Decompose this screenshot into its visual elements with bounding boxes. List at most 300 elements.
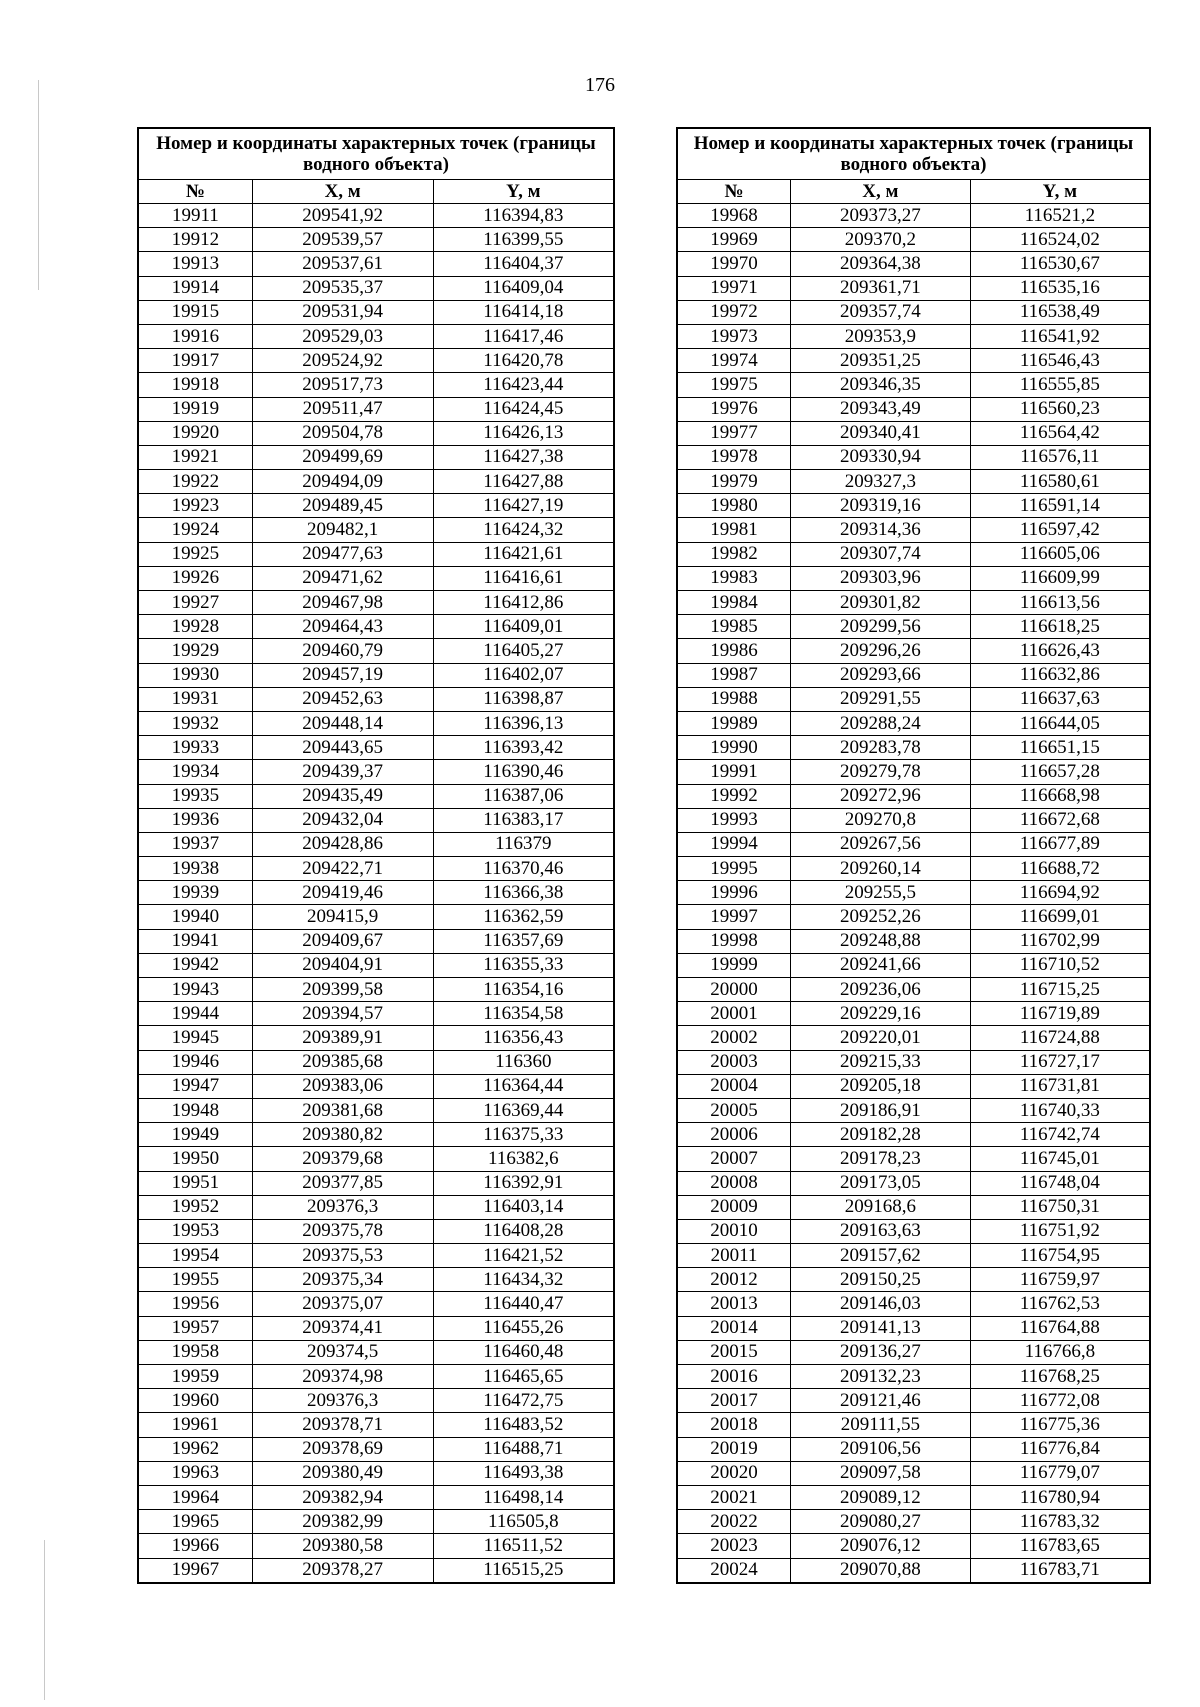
y-coordinate-cell: 116560,23 (970, 397, 1150, 421)
point-number-cell: 19963 (138, 1461, 252, 1485)
table-row (138, 953, 614, 977)
y-coordinate-cell: 116764,88 (970, 1316, 1150, 1340)
y-coordinate-cell: 116768,25 (970, 1365, 1150, 1389)
x-coordinate-cell: 209205,18 (791, 1074, 971, 1098)
point-number-cell: 19935 (138, 784, 252, 808)
table-row (677, 1413, 1150, 1437)
table-row (138, 736, 614, 760)
point-number-cell: 19911 (138, 204, 252, 228)
x-coordinate-cell: 209419,46 (252, 881, 433, 905)
point-number-cell: 19958 (138, 1340, 252, 1364)
x-coordinate-cell: 209303,96 (791, 566, 971, 590)
x-coordinate-cell: 209378,71 (252, 1413, 433, 1437)
x-coordinate-cell: 209070,88 (791, 1558, 971, 1583)
x-coordinate-cell: 209248,88 (791, 929, 971, 953)
table-row (677, 1123, 1150, 1147)
table-row (138, 252, 614, 276)
point-number-cell: 20004 (677, 1074, 791, 1098)
point-number-cell: 20000 (677, 978, 791, 1002)
y-coordinate-cell: 116417,46 (433, 324, 614, 348)
y-coordinate-cell: 116715,25 (970, 978, 1150, 1002)
table-row (677, 711, 1150, 735)
y-coordinate-cell: 116387,06 (433, 784, 614, 808)
y-coordinate-cell: 116465,65 (433, 1365, 614, 1389)
y-coordinate-cell: 116390,46 (433, 760, 614, 784)
y-coordinate-cell: 116412,86 (433, 591, 614, 615)
x-coordinate-cell: 209299,56 (791, 615, 971, 639)
y-coordinate-cell: 116414,18 (433, 300, 614, 324)
table-row (677, 349, 1150, 373)
y-coordinate-cell: 116672,68 (970, 808, 1150, 832)
x-coordinate-cell: 209215,33 (791, 1050, 971, 1074)
y-coordinate-cell: 116609,99 (970, 566, 1150, 590)
y-coordinate-cell: 116392,91 (433, 1171, 614, 1195)
point-number-cell: 19972 (677, 300, 791, 324)
table-row (677, 1050, 1150, 1074)
y-coordinate-cell: 116766,8 (970, 1340, 1150, 1364)
table-row (138, 445, 614, 469)
y-coordinate-cell: 116779,07 (970, 1461, 1150, 1485)
x-coordinate-cell: 209399,58 (252, 978, 433, 1002)
table-row (138, 566, 614, 590)
y-coordinate-cell: 116369,44 (433, 1098, 614, 1122)
x-coordinate-cell: 209489,45 (252, 494, 433, 518)
point-number-cell: 19943 (138, 978, 252, 1002)
x-coordinate-cell: 209378,69 (252, 1437, 433, 1461)
x-coordinate-cell: 209452,63 (252, 687, 433, 711)
x-coordinate-cell: 209346,35 (791, 373, 971, 397)
y-coordinate-cell: 116613,56 (970, 591, 1150, 615)
y-coordinate-cell: 116421,52 (433, 1244, 614, 1268)
y-coordinate-cell: 116498,14 (433, 1485, 614, 1509)
x-coordinate-cell: 209499,69 (252, 445, 433, 469)
x-coordinate-cell: 209272,96 (791, 784, 971, 808)
point-number-cell: 19949 (138, 1123, 252, 1147)
table-row (677, 204, 1150, 228)
point-number-cell: 19990 (677, 736, 791, 760)
coordinates-table-left (137, 127, 615, 1584)
y-coordinate-cell: 116710,52 (970, 953, 1150, 977)
point-number-cell: 19988 (677, 687, 791, 711)
table-row (138, 1365, 614, 1389)
y-coordinate-cell: 116719,89 (970, 1002, 1150, 1026)
y-coordinate-cell: 116383,17 (433, 808, 614, 832)
x-coordinate-cell: 209361,71 (791, 276, 971, 300)
point-number-cell: 19960 (138, 1389, 252, 1413)
point-number-cell: 19984 (677, 591, 791, 615)
y-coordinate-cell: 116748,04 (970, 1171, 1150, 1195)
x-coordinate-cell: 209539,57 (252, 228, 433, 252)
y-coordinate-cell: 116783,32 (970, 1510, 1150, 1534)
column-header-y: Y, м (433, 180, 614, 204)
x-coordinate-cell: 209146,03 (791, 1292, 971, 1316)
point-number-cell: 20021 (677, 1485, 791, 1509)
point-number-cell: 19936 (138, 808, 252, 832)
point-number-cell: 19946 (138, 1050, 252, 1074)
point-number-cell: 19952 (138, 1195, 252, 1219)
table-row (138, 639, 614, 663)
point-number-cell: 19978 (677, 445, 791, 469)
table-row (677, 736, 1150, 760)
x-coordinate-cell: 209283,78 (791, 736, 971, 760)
table-row (138, 784, 614, 808)
point-number-cell: 19912 (138, 228, 252, 252)
x-coordinate-cell: 209511,47 (252, 397, 433, 421)
y-coordinate-cell: 116750,31 (970, 1195, 1150, 1219)
x-coordinate-cell: 209464,43 (252, 615, 433, 639)
table-row (677, 1002, 1150, 1026)
y-coordinate-cell: 116521,2 (970, 204, 1150, 228)
x-coordinate-cell: 209141,13 (791, 1316, 971, 1340)
point-number-cell: 19941 (138, 929, 252, 953)
point-number-cell: 19966 (138, 1534, 252, 1558)
table-row (677, 615, 1150, 639)
x-coordinate-cell: 209301,82 (791, 591, 971, 615)
point-number-cell: 19980 (677, 494, 791, 518)
table-row (138, 1147, 614, 1171)
point-number-cell: 19954 (138, 1244, 252, 1268)
y-coordinate-cell: 116396,13 (433, 711, 614, 735)
y-coordinate-cell: 116364,44 (433, 1074, 614, 1098)
table-row (677, 1365, 1150, 1389)
x-coordinate-cell: 209381,68 (252, 1098, 433, 1122)
point-number-cell: 19948 (138, 1098, 252, 1122)
table-row (677, 905, 1150, 929)
point-number-cell: 20022 (677, 1510, 791, 1534)
table-row (677, 228, 1150, 252)
table-row (677, 1485, 1150, 1509)
x-coordinate-cell: 209291,55 (791, 687, 971, 711)
y-coordinate-cell: 116530,67 (970, 252, 1150, 276)
x-coordinate-cell: 209157,62 (791, 1244, 971, 1268)
table-row (138, 615, 614, 639)
y-coordinate-cell: 116605,06 (970, 542, 1150, 566)
table-row (677, 566, 1150, 590)
table-row (677, 857, 1150, 881)
y-coordinate-cell: 116724,88 (970, 1026, 1150, 1050)
point-number-cell: 19928 (138, 615, 252, 639)
table-row (138, 808, 614, 832)
x-coordinate-cell: 209529,03 (252, 324, 433, 348)
table-row (138, 687, 614, 711)
point-number-cell: 19920 (138, 421, 252, 445)
y-coordinate-cell: 116524,02 (970, 228, 1150, 252)
point-number-cell: 19938 (138, 857, 252, 881)
point-number-cell: 19944 (138, 1002, 252, 1026)
point-number-cell: 20001 (677, 1002, 791, 1026)
table-row (677, 881, 1150, 905)
y-coordinate-cell: 116355,33 (433, 953, 614, 977)
table-row (677, 518, 1150, 542)
x-coordinate-cell: 209080,27 (791, 1510, 971, 1534)
x-coordinate-cell: 209089,12 (791, 1485, 971, 1509)
x-coordinate-cell: 209186,91 (791, 1098, 971, 1122)
table-row (677, 445, 1150, 469)
x-coordinate-cell: 209477,63 (252, 542, 433, 566)
y-coordinate-cell: 116657,28 (970, 760, 1150, 784)
y-coordinate-cell: 116421,61 (433, 542, 614, 566)
table-row (138, 542, 614, 566)
table-row (677, 470, 1150, 494)
table-row (138, 929, 614, 953)
y-coordinate-cell: 116694,92 (970, 881, 1150, 905)
y-coordinate-cell: 116488,71 (433, 1437, 614, 1461)
table-row (138, 1123, 614, 1147)
point-number-cell: 19930 (138, 663, 252, 687)
point-number-cell: 19934 (138, 760, 252, 784)
point-number-cell: 20019 (677, 1437, 791, 1461)
point-number-cell: 19931 (138, 687, 252, 711)
x-coordinate-cell: 209467,98 (252, 591, 433, 615)
scan-artifact-line (44, 1540, 45, 1700)
y-coordinate-cell: 116576,11 (970, 445, 1150, 469)
x-coordinate-cell: 209422,71 (252, 857, 433, 881)
table-row (138, 397, 614, 421)
x-coordinate-cell: 209373,27 (791, 204, 971, 228)
point-number-cell: 19962 (138, 1437, 252, 1461)
y-coordinate-cell: 116408,28 (433, 1219, 614, 1243)
scan-artifact-line (38, 80, 39, 290)
point-number-cell: 20009 (677, 1195, 791, 1219)
y-coordinate-cell: 116455,26 (433, 1316, 614, 1340)
point-number-cell: 19957 (138, 1316, 252, 1340)
table-row (677, 1292, 1150, 1316)
x-coordinate-cell: 209382,99 (252, 1510, 433, 1534)
table-row (677, 808, 1150, 832)
point-number-cell: 19996 (677, 881, 791, 905)
x-coordinate-cell: 209173,05 (791, 1171, 971, 1195)
x-coordinate-cell: 209279,78 (791, 760, 971, 784)
y-coordinate-cell: 116362,59 (433, 905, 614, 929)
point-number-cell: 19951 (138, 1171, 252, 1195)
table-row (138, 1244, 614, 1268)
y-coordinate-cell: 116360 (433, 1050, 614, 1074)
table-row (138, 711, 614, 735)
y-coordinate-cell: 116626,43 (970, 639, 1150, 663)
point-number-cell: 20008 (677, 1171, 791, 1195)
table-row (138, 1050, 614, 1074)
table-row (677, 1558, 1150, 1583)
y-coordinate-cell: 116424,32 (433, 518, 614, 542)
y-coordinate-cell: 116538,49 (970, 300, 1150, 324)
x-coordinate-cell: 209136,27 (791, 1340, 971, 1364)
x-coordinate-cell: 209293,66 (791, 663, 971, 687)
point-number-cell: 19973 (677, 324, 791, 348)
y-coordinate-cell: 116580,61 (970, 470, 1150, 494)
x-coordinate-cell: 209378,27 (252, 1558, 433, 1583)
x-coordinate-cell: 209307,74 (791, 542, 971, 566)
table-row (138, 1558, 614, 1583)
point-number-cell: 19917 (138, 349, 252, 373)
x-coordinate-cell: 209504,78 (252, 421, 433, 445)
point-number-cell: 19985 (677, 615, 791, 639)
table-row (677, 929, 1150, 953)
table-row (138, 1461, 614, 1485)
point-number-cell: 19959 (138, 1365, 252, 1389)
x-coordinate-cell: 209229,16 (791, 1002, 971, 1026)
x-coordinate-cell: 209380,82 (252, 1123, 433, 1147)
x-coordinate-cell: 209374,41 (252, 1316, 433, 1340)
y-coordinate-cell: 116591,14 (970, 494, 1150, 518)
y-coordinate-cell: 116727,17 (970, 1050, 1150, 1074)
x-coordinate-cell: 209353,9 (791, 324, 971, 348)
table-row (138, 1510, 614, 1534)
y-coordinate-cell: 116677,89 (970, 832, 1150, 856)
x-coordinate-cell: 209377,85 (252, 1171, 433, 1195)
point-number-cell: 19937 (138, 832, 252, 856)
x-coordinate-cell: 209394,57 (252, 1002, 433, 1026)
point-number-cell: 19987 (677, 663, 791, 687)
x-coordinate-cell: 209409,67 (252, 929, 433, 953)
y-coordinate-cell: 116731,81 (970, 1074, 1150, 1098)
x-coordinate-cell: 209382,94 (252, 1485, 433, 1509)
table-row (138, 349, 614, 373)
table-row (138, 760, 614, 784)
point-number-cell: 19955 (138, 1268, 252, 1292)
x-coordinate-cell: 209076,12 (791, 1534, 971, 1558)
column-header-x: X, м (252, 180, 433, 204)
point-number-cell: 19998 (677, 929, 791, 953)
table-row (138, 1219, 614, 1243)
y-coordinate-cell: 116775,36 (970, 1413, 1150, 1437)
y-coordinate-cell: 116754,95 (970, 1244, 1150, 1268)
table-row (677, 591, 1150, 615)
point-number-cell: 20002 (677, 1026, 791, 1050)
table-row (677, 1389, 1150, 1413)
x-coordinate-cell: 209535,37 (252, 276, 433, 300)
table-row (138, 1098, 614, 1122)
point-number-cell: 19950 (138, 1147, 252, 1171)
table-row (138, 373, 614, 397)
point-number-cell: 20024 (677, 1558, 791, 1583)
point-number-cell: 19953 (138, 1219, 252, 1243)
table-row (677, 1268, 1150, 1292)
point-number-cell: 19997 (677, 905, 791, 929)
y-coordinate-cell: 116780,94 (970, 1485, 1150, 1509)
table-row (138, 1074, 614, 1098)
point-number-cell: 19969 (677, 228, 791, 252)
y-coordinate-cell: 116597,42 (970, 518, 1150, 542)
point-number-cell: 19924 (138, 518, 252, 542)
point-number-cell: 19922 (138, 470, 252, 494)
y-coordinate-cell: 116783,71 (970, 1558, 1150, 1583)
point-number-cell: 19940 (138, 905, 252, 929)
y-coordinate-cell: 116651,15 (970, 736, 1150, 760)
y-coordinate-cell: 116375,33 (433, 1123, 614, 1147)
table-row (677, 252, 1150, 276)
point-number-cell: 19918 (138, 373, 252, 397)
x-coordinate-cell: 209379,68 (252, 1147, 433, 1171)
point-number-cell: 20010 (677, 1219, 791, 1243)
point-number-cell: 20015 (677, 1340, 791, 1364)
point-number-cell: 19983 (677, 566, 791, 590)
x-coordinate-cell: 209517,73 (252, 373, 433, 397)
y-coordinate-cell: 116427,88 (433, 470, 614, 494)
table-row (138, 1171, 614, 1195)
x-coordinate-cell: 209380,58 (252, 1534, 433, 1558)
y-coordinate-cell: 116460,48 (433, 1340, 614, 1364)
table-row (138, 276, 614, 300)
x-coordinate-cell: 209375,07 (252, 1292, 433, 1316)
x-coordinate-cell: 209150,25 (791, 1268, 971, 1292)
y-coordinate-cell: 116404,37 (433, 252, 614, 276)
y-coordinate-cell: 116742,74 (970, 1123, 1150, 1147)
x-coordinate-cell: 209106,56 (791, 1437, 971, 1461)
x-coordinate-cell: 209296,26 (791, 639, 971, 663)
point-number-cell: 19977 (677, 421, 791, 445)
point-number-cell: 20005 (677, 1098, 791, 1122)
x-coordinate-cell: 209255,5 (791, 881, 971, 905)
table-row (677, 1195, 1150, 1219)
y-coordinate-cell: 116745,01 (970, 1147, 1150, 1171)
table-row (677, 978, 1150, 1002)
y-coordinate-cell: 116423,44 (433, 373, 614, 397)
y-coordinate-cell: 116427,19 (433, 494, 614, 518)
y-coordinate-cell: 116759,97 (970, 1268, 1150, 1292)
table-row (677, 1340, 1150, 1364)
table-row (138, 1268, 614, 1292)
column-header-number: № (138, 180, 252, 204)
y-coordinate-cell: 116403,14 (433, 1195, 614, 1219)
table-row (138, 470, 614, 494)
point-number-cell: 20020 (677, 1461, 791, 1485)
y-coordinate-cell: 116493,38 (433, 1461, 614, 1485)
y-coordinate-cell: 116699,01 (970, 905, 1150, 929)
x-coordinate-cell: 209163,63 (791, 1219, 971, 1243)
table-row (677, 953, 1150, 977)
point-number-cell: 19913 (138, 252, 252, 276)
table-row (138, 1413, 614, 1437)
x-coordinate-cell: 209375,78 (252, 1219, 433, 1243)
point-number-cell: 19989 (677, 711, 791, 735)
point-number-cell: 20011 (677, 1244, 791, 1268)
x-coordinate-cell: 209370,2 (791, 228, 971, 252)
y-coordinate-cell: 116416,61 (433, 566, 614, 590)
x-coordinate-cell: 209327,3 (791, 470, 971, 494)
table-row (677, 687, 1150, 711)
point-number-cell: 19956 (138, 1292, 252, 1316)
y-coordinate-cell: 116394,83 (433, 204, 614, 228)
y-coordinate-cell: 116440,47 (433, 1292, 614, 1316)
y-coordinate-cell: 116356,43 (433, 1026, 614, 1050)
y-coordinate-cell: 116555,85 (970, 373, 1150, 397)
table-row (677, 1171, 1150, 1195)
page-number: 176 (585, 74, 615, 96)
x-coordinate-cell: 209375,34 (252, 1268, 433, 1292)
x-coordinate-cell: 209364,38 (791, 252, 971, 276)
y-coordinate-cell: 116398,87 (433, 687, 614, 711)
point-number-cell: 19992 (677, 784, 791, 808)
x-coordinate-cell: 209380,49 (252, 1461, 433, 1485)
y-coordinate-cell: 116776,84 (970, 1437, 1150, 1461)
column-header-x: X, м (791, 180, 971, 204)
table-row (138, 591, 614, 615)
y-coordinate-cell: 116618,25 (970, 615, 1150, 639)
table-row (138, 1389, 614, 1413)
point-number-cell: 19975 (677, 373, 791, 397)
table-row (138, 832, 614, 856)
table-caption: Номер и координаты характерных точек (границы водного объекта) (677, 128, 1150, 180)
point-number-cell: 19991 (677, 760, 791, 784)
point-number-cell: 19916 (138, 324, 252, 348)
point-number-cell: 19986 (677, 639, 791, 663)
point-number-cell: 19974 (677, 349, 791, 373)
point-number-cell: 19933 (138, 736, 252, 760)
table-row (138, 857, 614, 881)
x-coordinate-cell: 209435,49 (252, 784, 433, 808)
point-number-cell: 19964 (138, 1485, 252, 1509)
x-coordinate-cell: 209132,23 (791, 1365, 971, 1389)
